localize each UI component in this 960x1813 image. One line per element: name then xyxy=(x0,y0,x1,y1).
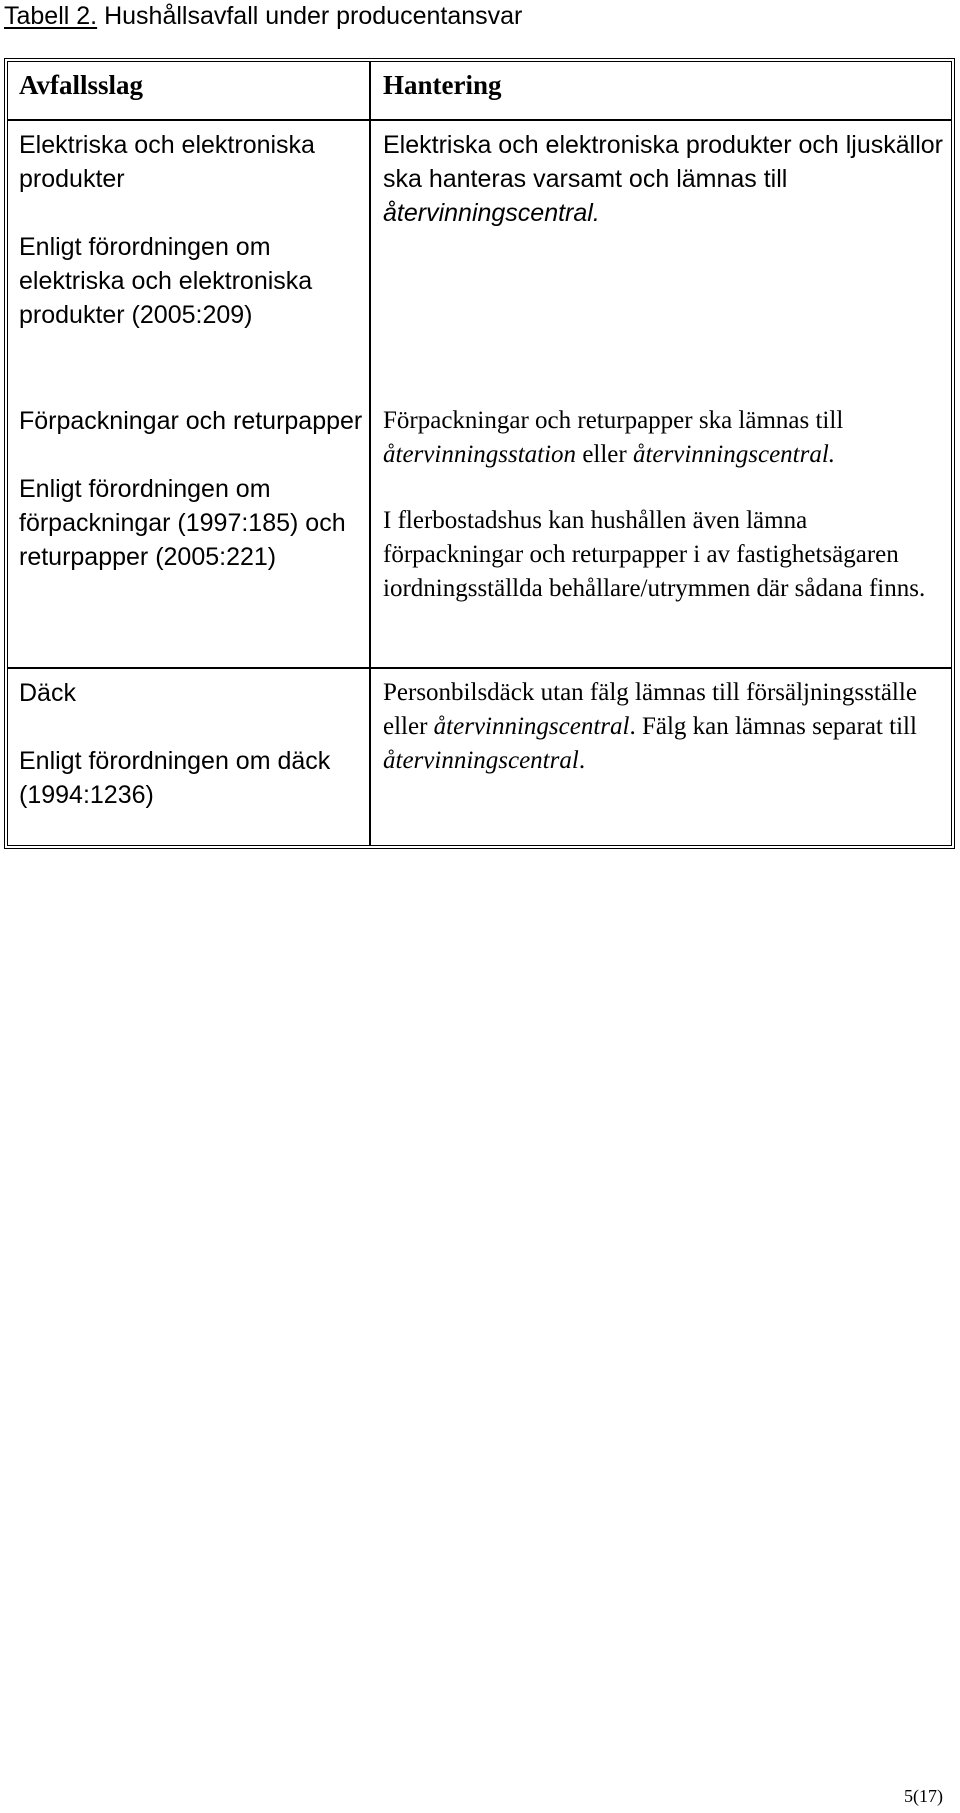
header-rule-right xyxy=(371,119,951,121)
table-caption xyxy=(4,2,522,30)
table-title: Hushållsavfall under producentansvar xyxy=(104,2,523,30)
regulation-reference: Enligt förordningen om elektriska och elektroniska produkter (2005:209) xyxy=(19,233,313,329)
waste-type-name: Förpackningar och returpapper xyxy=(19,407,363,435)
waste-type-name: Elektriska och elektroniska produkter xyxy=(19,131,315,193)
table-row-dack-type xyxy=(19,676,364,812)
page-number: 5(17) xyxy=(904,1786,943,1806)
waste-type-name: Däck xyxy=(19,679,76,707)
handling-instruction: Personbilsdäck utan fälg lämnas till försäljningsställe eller återvinningscentral. Fälg kan lämnas separat till återvinningscentral. xyxy=(383,679,917,774)
header-hantering: Hantering xyxy=(383,70,502,100)
regulation-reference: Enligt förordningen om förpackningar (1997:185) och returpapper (2005:221) xyxy=(19,475,346,571)
header-avfallsslag: Avfallsslag xyxy=(19,70,144,100)
table-number: Tabell 2. xyxy=(4,2,98,30)
table-row-elektronik-type xyxy=(19,128,364,332)
table-row-forpackningar-handling xyxy=(383,404,948,606)
header-rule-left xyxy=(8,119,369,121)
table-row-dack-handling xyxy=(383,676,948,778)
handling-instruction: Förpackningar och returpapper ska lämnas till återvinningsstation eller återvinningscentral. xyxy=(383,407,844,468)
table-row-elektronik-handling xyxy=(383,128,943,230)
table-row-forpackningar-type xyxy=(19,404,364,574)
regulation-reference: Enligt förordningen om däck (1994:1236) xyxy=(19,747,331,809)
row-rule xyxy=(8,667,951,669)
waste-table xyxy=(4,58,955,849)
handling-note: I flerbostadshus kan hushållen även lämna förpackningar och returpapper i av fastighetsägaren iordningsställda behållare/utrymmen där sådana finns. xyxy=(383,507,926,602)
handling-instruction: Elektriska och elektroniska produkter och ljuskällor ska hanteras varsamt och lämnas till återvinningscentral. xyxy=(383,131,943,227)
column-divider xyxy=(369,62,371,845)
